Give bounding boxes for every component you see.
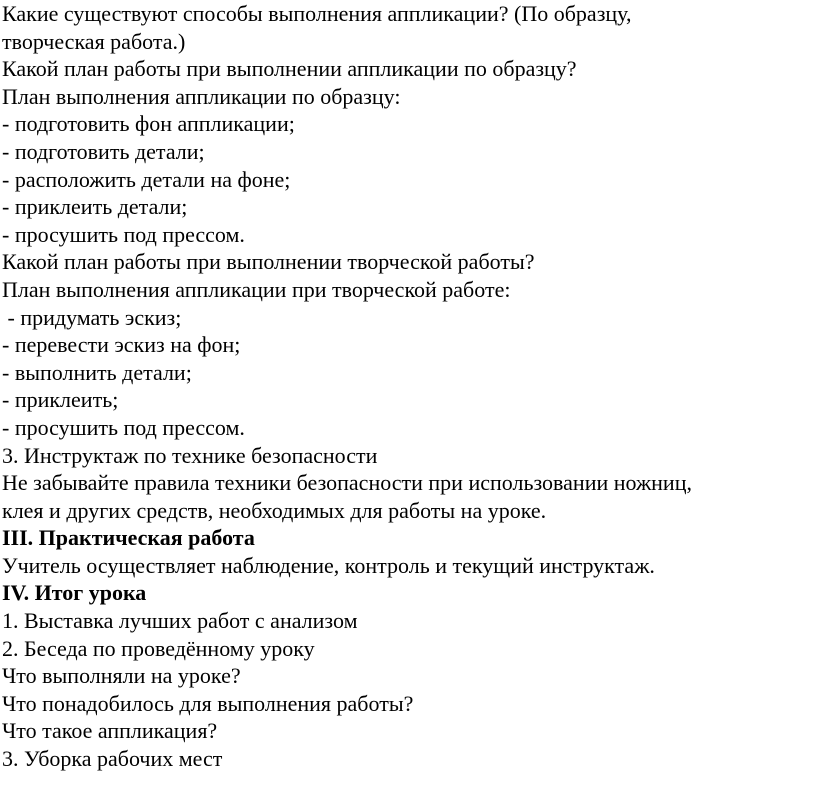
list-item: - расположить детали на фоне;	[2, 166, 291, 192]
text-line: Что выполняли на уроке?	[2, 663, 241, 689]
list-item: - просушить под прессом.	[2, 221, 245, 247]
text-line: Что понадобилось для выполнения работы?	[2, 690, 414, 716]
text-line: План выполнения аппликации по образцу:	[2, 83, 401, 109]
list-item: - приклеить;	[2, 387, 119, 413]
list-item: - подготовить фон аппликации;	[2, 111, 295, 137]
text-line: Не забывайте правила техники безопасности при использовании ножниц,	[2, 470, 692, 496]
list-item: - выполнить детали;	[2, 359, 192, 385]
text-line: Учитель осуществляет наблюдение, контроль и текущий инструктаж.	[2, 552, 655, 578]
list-item: 3. Уборка рабочих мест	[2, 746, 223, 772]
text-line: План выполнения аппликации при творческой работе:	[2, 276, 511, 302]
list-item: - подготовить детали;	[2, 138, 205, 164]
text-line: Какие существуют способы выполнения аппликации? (По образцу,	[2, 1, 632, 26]
section-heading: IV. Итог урока	[2, 580, 147, 606]
text-line: Какой план работы при выполнении творческой работы?	[2, 249, 535, 275]
list-item: - перевести эскиз на фон;	[2, 332, 241, 358]
text-line: Что такое аппликация?	[2, 718, 218, 744]
section-heading: III. Практическая работа	[2, 525, 255, 551]
list-item: - просушить под прессом.	[2, 414, 245, 440]
list-item: 2. Беседа по проведённому уроку	[2, 635, 315, 661]
list-item: - придумать эскиз;	[2, 304, 182, 330]
section-heading: 3. Инструктаж по технике безопасности	[2, 442, 378, 468]
text-line: клея и других средств, необходимых для работы на уроке.	[2, 497, 547, 523]
text-line: творческая работа.)	[2, 28, 186, 54]
list-item: - приклеить детали;	[2, 194, 188, 220]
list-item: 1. Выставка лучших работ с анализом	[2, 608, 358, 634]
document-body	[2, 0, 814, 773]
text-line: Какой план работы при выполнении аппликации по образцу?	[2, 56, 577, 82]
